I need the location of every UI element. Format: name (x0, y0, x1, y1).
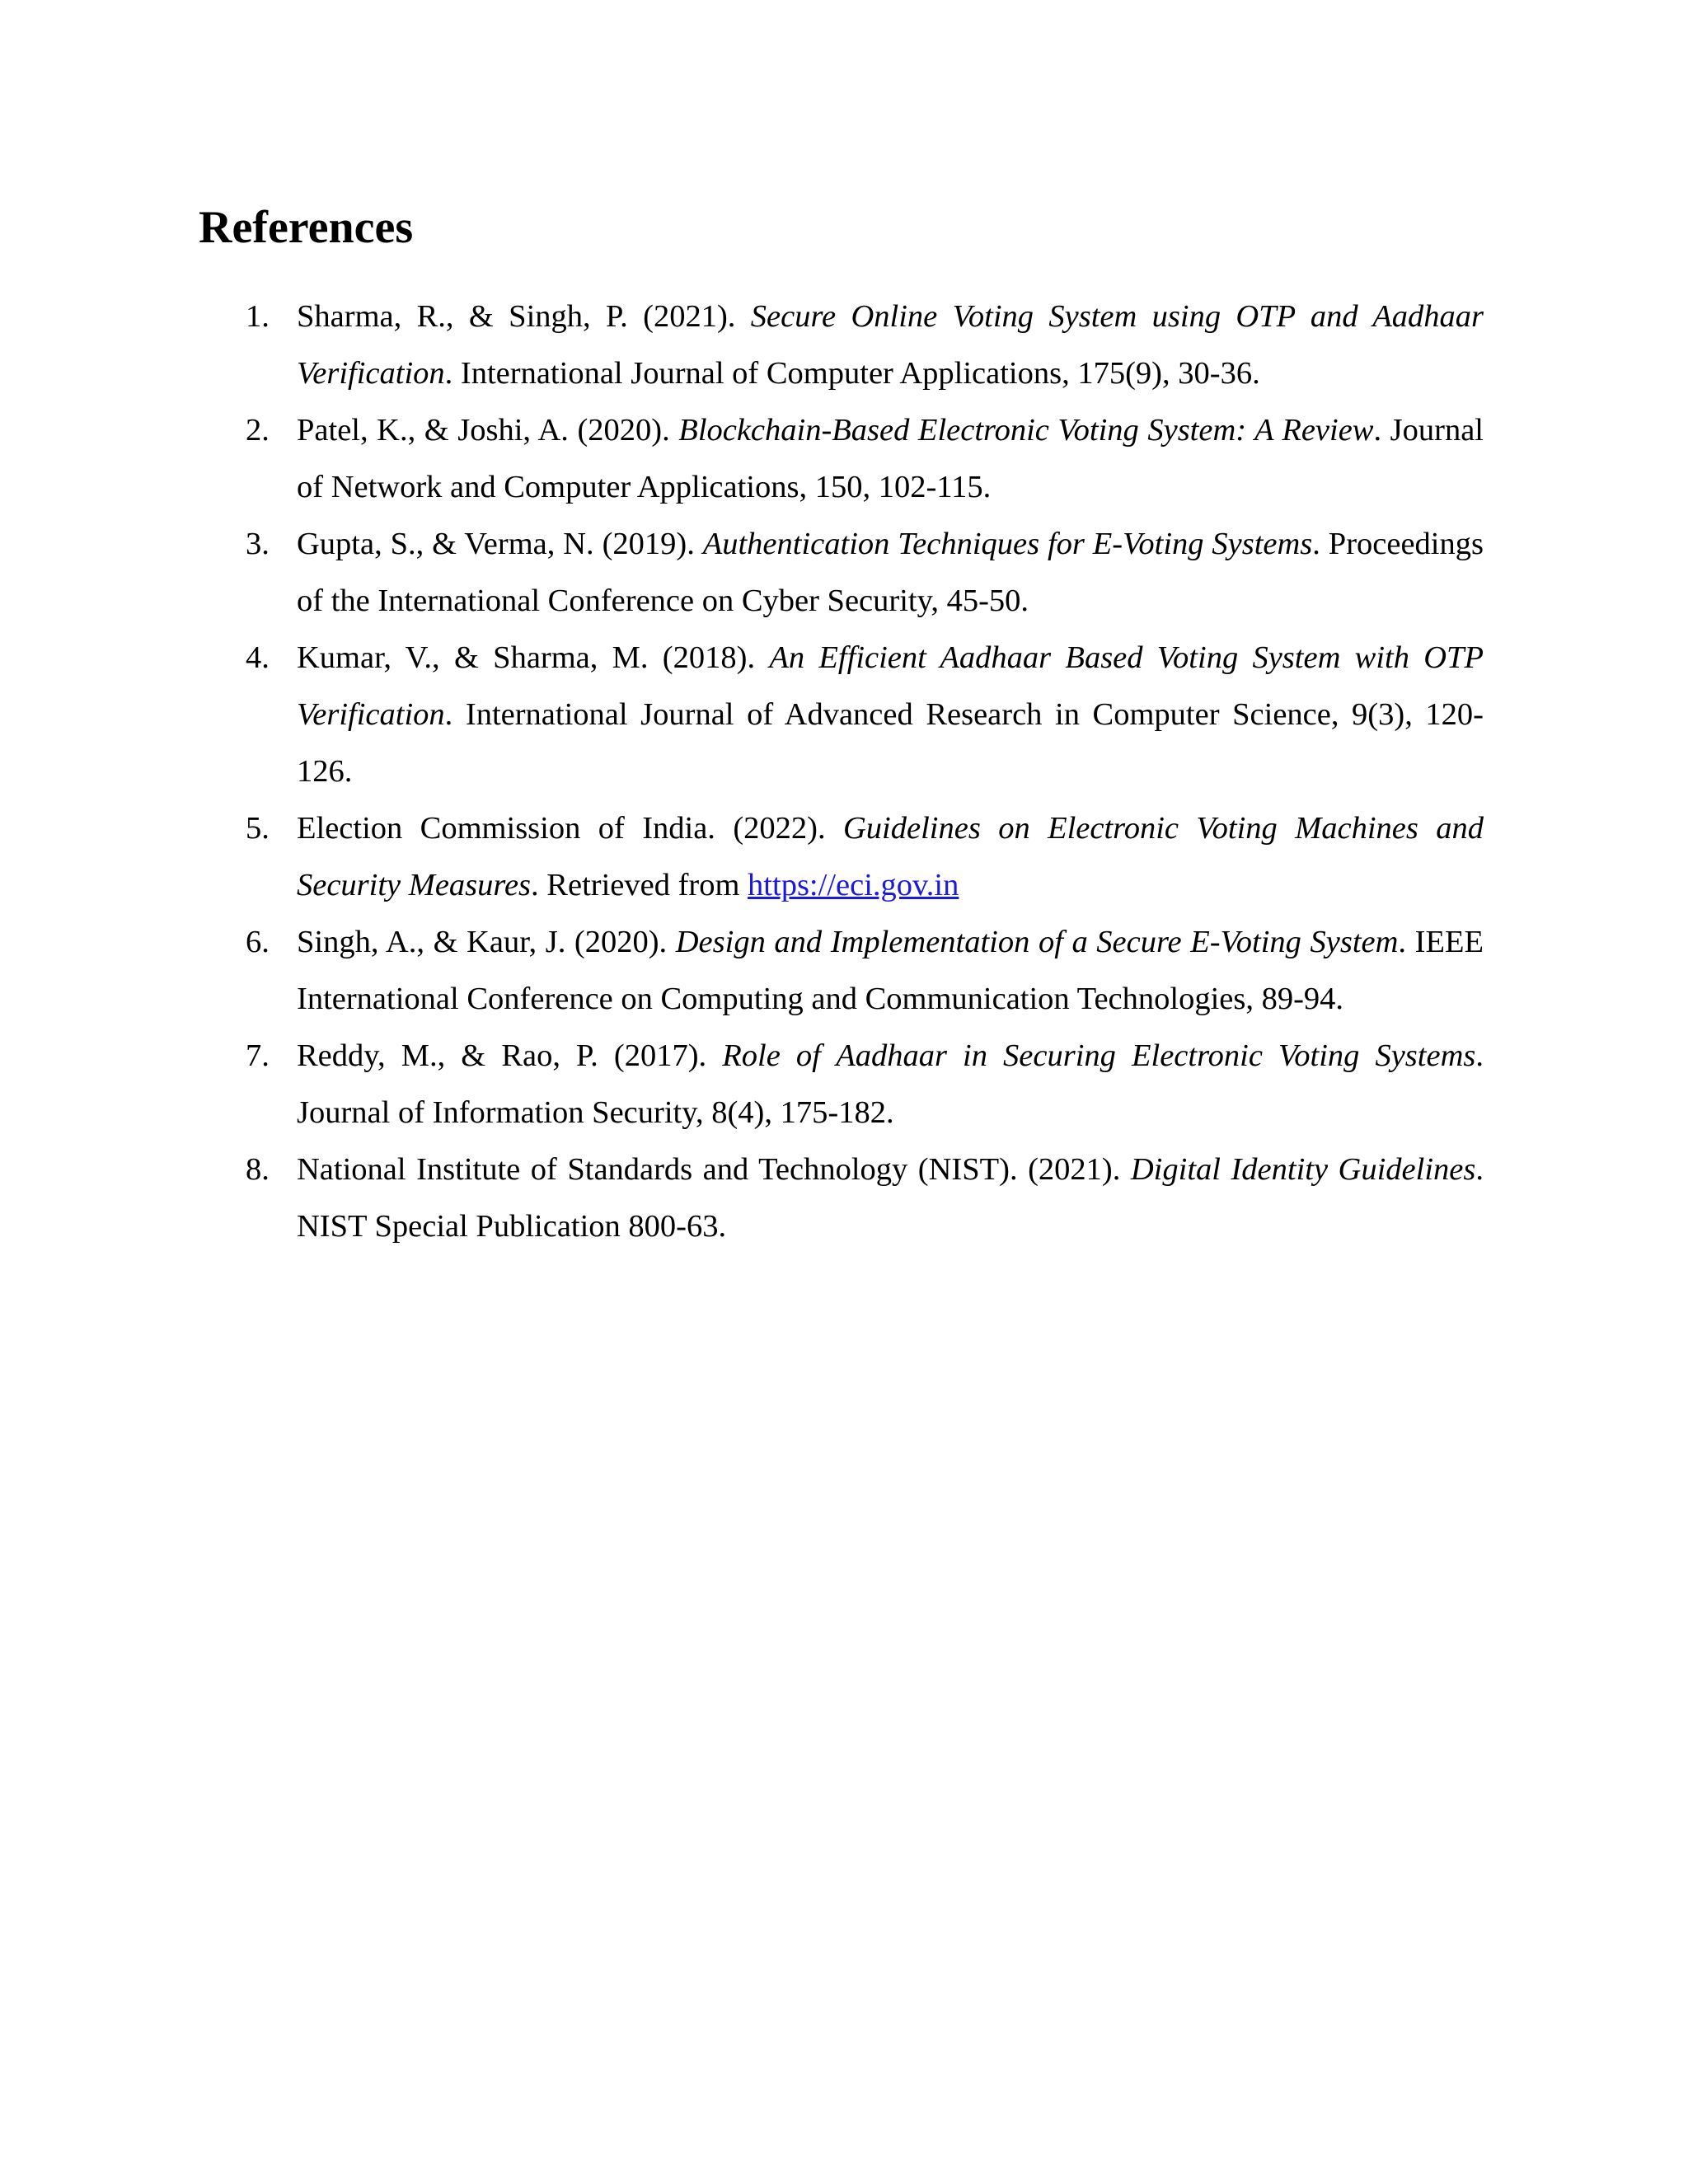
reference-title: Secure Online Voting System using OTP and Aadhaar Verification (297, 299, 1484, 391)
reference-source: . NIST Special Publication 800-63. (297, 1152, 1484, 1244)
reference-item (246, 1141, 1484, 1255)
reference-source: . International Journal of Advanced Research in Computer Science, 9(3), 120-126. (297, 697, 1484, 789)
reference-source: . Journal of Network and Computer Applications, 150, 102-115. (297, 413, 1484, 504)
reference-number: 8. (246, 1152, 270, 1187)
reference-authors: Reddy, M., & Rao, P. (2017). (297, 1038, 723, 1073)
reference-authors: Kumar, V., & Sharma, M. (2018). (297, 640, 770, 675)
reference-number: 3. (246, 527, 270, 561)
reference-source: . Proceedings of the International Conference on Cyber Security, 45-50. (297, 527, 1484, 618)
reference-item (246, 914, 1484, 1028)
reference-number: 1. (246, 299, 270, 334)
reference-item (246, 402, 1484, 516)
reference-title: Authentication Techniques for E-Voting Systems (702, 527, 1313, 561)
reference-title: Blockchain-Based Electronic Voting System: A Review (678, 413, 1374, 448)
reference-title: An Efficient Aadhaar Based Voting System with OTP Verification (297, 640, 1484, 732)
reference-title: Role of Aadhaar in Securing Electronic Voting Systems (722, 1038, 1476, 1073)
reference-item (246, 1028, 1484, 1141)
reference-authors: National Institute of Standards and Technology (NIST). (2021). (297, 1152, 1131, 1187)
reference-source: . IEEE International Conference on Computing and Communication Technologies, 89-94. (297, 925, 1484, 1016)
reference-list (246, 288, 1484, 1255)
reference-authors: Singh, A., & Kaur, J. (2020). (297, 925, 676, 959)
page-title: References (199, 202, 414, 253)
reference-number: 7. (246, 1038, 270, 1073)
reference-number: 6. (246, 925, 270, 959)
reference-authors: Patel, K., & Joshi, A. (2020). (297, 413, 679, 448)
reference-number: 2. (246, 413, 270, 448)
reference-title: Guidelines on Electronic Voting Machines and Security Measures (297, 811, 1484, 902)
reference-title: Digital Identity Guidelines (1130, 1152, 1476, 1187)
reference-source: . Retrieved from (531, 868, 748, 902)
reference-number: 5. (246, 811, 270, 846)
reference-link[interactable]: https://eci.gov.in (748, 868, 959, 902)
reference-authors: Gupta, S., & Verma, N. (2019). (297, 527, 703, 561)
reference-source: . International Journal of Computer Applications, 175(9), 30-36. (444, 356, 1260, 391)
reference-item (246, 800, 1484, 914)
reference-title: Design and Implementation of a Secure E-Voting System (675, 925, 1399, 959)
reference-item (246, 288, 1484, 402)
reference-authors: Election Commission of India. (2022). (297, 811, 843, 846)
reference-number: 4. (246, 640, 270, 675)
reference-item (246, 630, 1484, 800)
reference-item (246, 516, 1484, 630)
reference-authors: Sharma, R., & Singh, P. (2021). (297, 299, 751, 334)
reference-source: . Journal of Information Security, 8(4), 175-182. (297, 1038, 1484, 1130)
